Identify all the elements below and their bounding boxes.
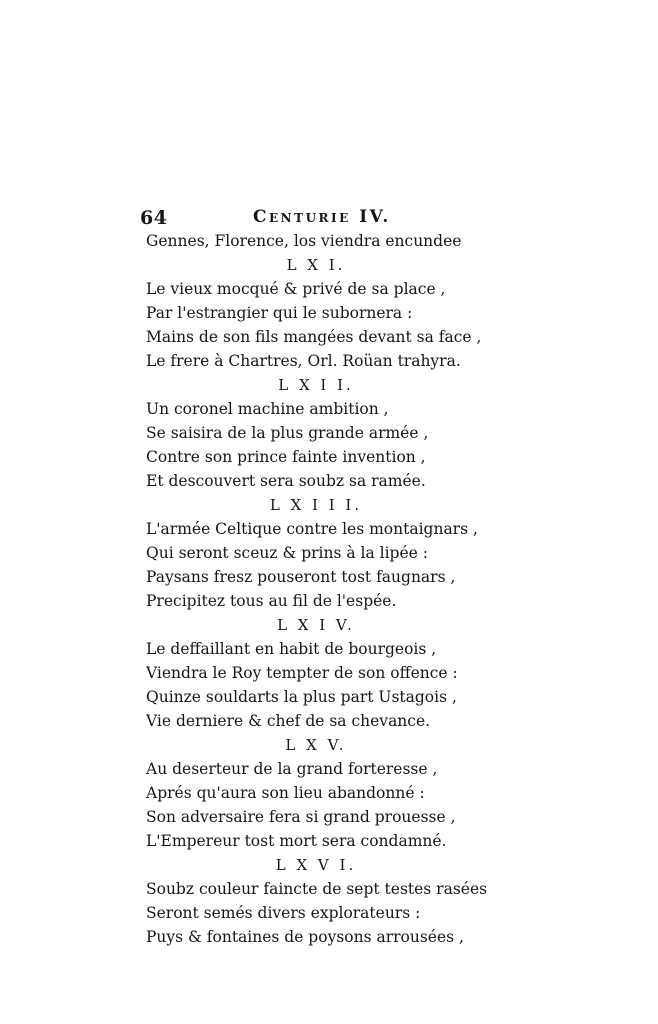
verse-line: Vie derniere & chef de sa chevance. [146,712,431,730]
verse-line: Qui seront sceuz & prins à la lipée : [146,544,428,562]
verse-line: Soubz couleur faincte de sept testes rasées [146,880,488,898]
quatrain-numeral: L X I V. [277,616,355,634]
verse-line: Par l'estrangier qui le subornera : [146,304,413,322]
verse-line: Gennes, Florence, los viendra encundee [146,232,462,250]
verse-line: Aprés qu'aura son lieu abandonné : [146,784,425,802]
verse-line: Le vieux mocqué & privé de sa place , [146,280,446,298]
verse-line: Au deserteur de la grand forteresse , [146,760,438,778]
verse-line: Paysans fresz pouseront tost faugnars , [146,568,456,586]
verse-line: Se saisira de la plus grande armée , [146,424,429,442]
verse-line: Le deffaillant en habit de bourgeois , [146,640,437,658]
verse-line: Et descouvert sera soubz sa ramée. [146,472,426,490]
verse-line: L'armée Celtique contre les montaignars , [146,520,478,538]
verse-line: Contre son prince fainte invention , [146,448,426,466]
verse-line: Quinze souldarts la plus part Ustagois , [146,688,457,706]
verse-text-block [146,229,486,949]
quatrain-numeral: L X V I. [275,856,357,874]
running-title: Centurie IV. [253,207,391,227]
verse-line: Le frere à Chartres, Orl. Roüan trahyra. [146,352,461,370]
verse-line: Seront semés divers explorateurs : [146,904,421,922]
verse-line: Puys & fontaines de poysons arrousées , [146,928,464,946]
verse-line: Viendra le Roy tempter de son offence : [146,664,458,682]
page-number: 64 [140,207,168,229]
verse-line: Mains de son fils mangées devant sa face , [146,328,482,346]
verse-line: Son adversaire fera si grand prouesse , [146,808,456,826]
verse-line: L'Empereur tost mort sera condamné. [146,832,447,850]
quatrain-numeral: L X I. [286,256,346,274]
verse-line: Un coronel machine ambition , [146,400,389,418]
verse-line: Precipitez tous au fil de l'espée. [146,592,397,610]
quatrain-numeral: L X I I I. [269,496,363,514]
quatrain-numeral: L X V. [285,736,347,754]
page-header [140,207,470,231]
quatrain-numeral: L X I I. [278,376,354,394]
